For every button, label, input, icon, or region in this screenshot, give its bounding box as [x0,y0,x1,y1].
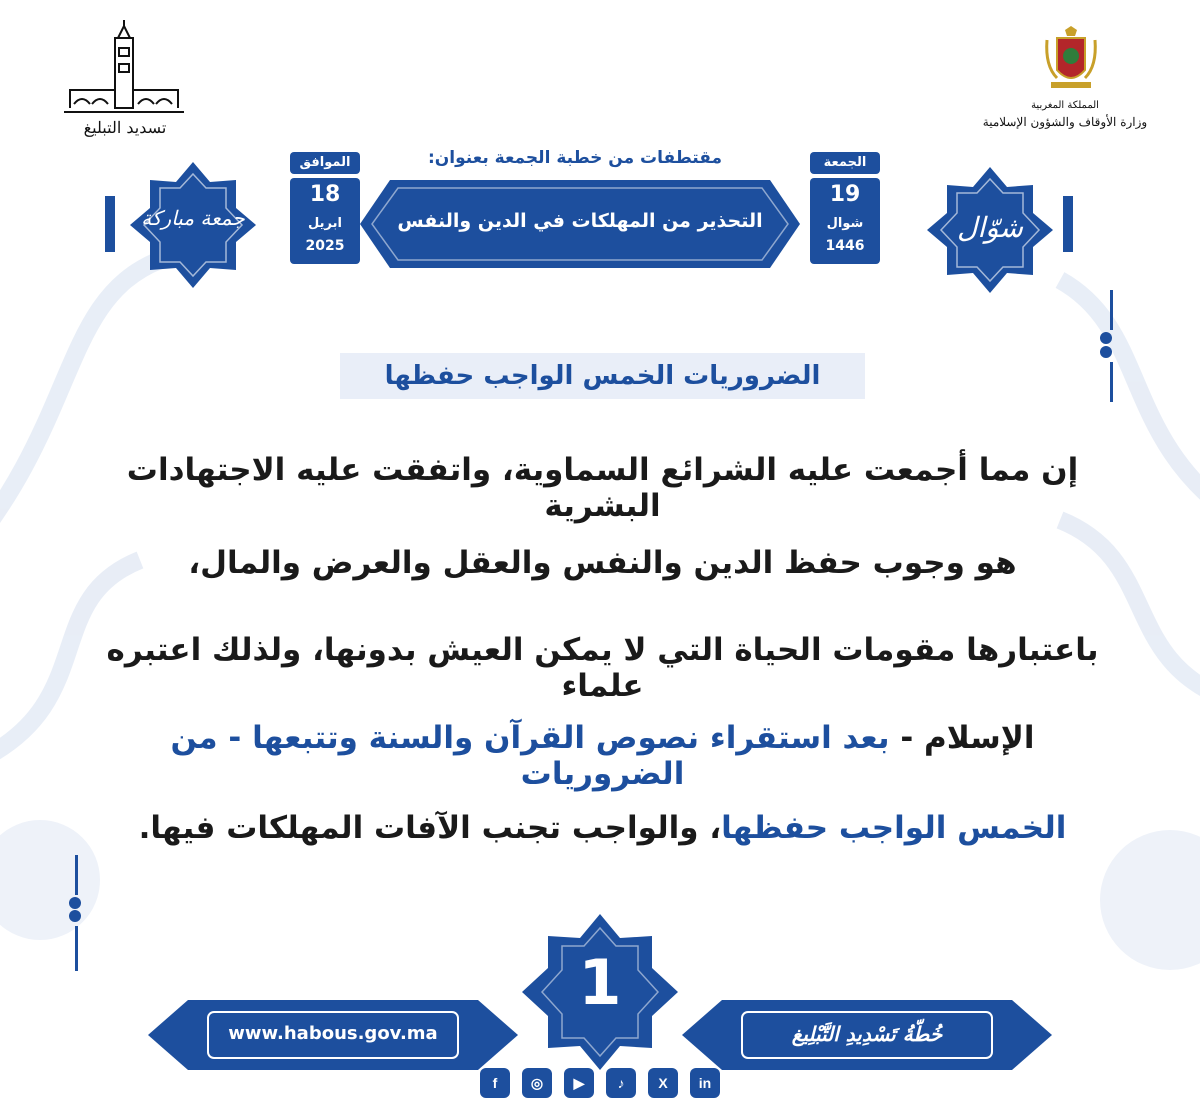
instagram-icon[interactable]: ◎ [522,1068,552,1098]
section-heading: الضروريات الخمس الواجب حفظها [340,353,865,399]
left-ornament-line-top [75,855,78,895]
hijri-day: 19 [829,182,861,207]
gregorian-date-box [290,152,360,264]
body-line-4-highlight: بعد استقراء نصوص القرآن والسنة وتتبعها - من الضروريات [170,720,890,792]
right-ornament-line-bottom [1110,362,1113,402]
page-number-badge [520,912,680,1072]
body-line-4 [85,720,1120,792]
plan-label: خُطّةُ تَسْدِيدِ التَّبْلِيغ [791,1022,943,1046]
right-ornament-dot [1100,346,1112,358]
gregorian-day: 18 [309,182,341,207]
tiktok-icon[interactable]: ♪ [606,1068,636,1098]
hijri-date-body [810,178,880,264]
youtube-icon[interactable]: ▶ [564,1068,594,1098]
sermon-title-banner [360,180,800,268]
left-logo-caption: تسديد التبليغ [83,118,167,137]
left-medallion-text: جمعة مباركة [141,206,245,230]
gregorian-date-body [290,178,360,264]
body-line-5 [85,810,1120,846]
gregorian-tag: الموافق [290,152,360,174]
hijri-date-box [810,152,880,264]
social-icons [475,1068,725,1102]
hijri-tag: الجمعة [810,152,880,174]
gregorian-year: 2025 [305,238,345,254]
ministry-caption: وزارة الأوقاف والشؤون الإسلامية [982,115,1148,129]
right-ornament-line-top [1110,290,1113,330]
plan-label-pill [682,1000,1052,1070]
kingdom-caption: المملكة المغربية [1031,100,1099,111]
body-line-3: باعتبارها مقومات الحياة التي لا يمكن العيش بدونها، ولذلك اعتبره علماء [106,632,1099,704]
page-number: 1 [578,946,622,1019]
coat-of-arms-icon [975,20,1155,98]
website-link[interactable] [148,1000,518,1070]
hijri-year: 1446 [825,238,865,254]
website-url: www.habous.gov.ma [228,1023,438,1044]
facebook-icon[interactable]: f [480,1068,510,1098]
left-side-bar [105,196,115,252]
body-line-2: هو وجوب حفظ الدين والنفس والعقل والعرض والمال، [188,545,1017,581]
body-line-1: إن مما أجمعت عليه الشرائع السماوية، واتفقت عليه الاجتهادات البشرية [126,452,1079,524]
body-line-5-highlight: الخمس الواجب حفظها [721,810,1067,846]
left-ornament-dot [69,897,81,909]
body-line-4-start: الإسلام - [889,720,1035,756]
right-medallion-text: شوّال [956,211,1024,244]
right-side-bar [1063,196,1073,252]
ministry-logo [975,20,1155,135]
sermon-title: التحذير من المهلكات في الدين والنفس [397,210,763,232]
x-icon[interactable]: X [648,1068,678,1098]
tasdid-tabligh-logo [60,20,190,145]
right-ornament-dot [1100,332,1112,344]
jumua-mubaraka-medallion [128,160,258,290]
banner-subtitle: مقتطفات من خطبة الجمعة بعنوان: [428,148,722,168]
body-line-5-end: ، والواجب تجنب الآفات المهلكات فيها. [138,810,722,846]
gregorian-month: ابريل [308,216,342,231]
linkedin-icon[interactable]: in [690,1068,720,1098]
left-ornament-line-bottom [75,926,78,971]
hijri-month: شوال [826,216,864,231]
shawwal-medallion [925,165,1055,295]
mosque-icon [60,20,190,120]
left-ornament-dot [69,910,81,922]
